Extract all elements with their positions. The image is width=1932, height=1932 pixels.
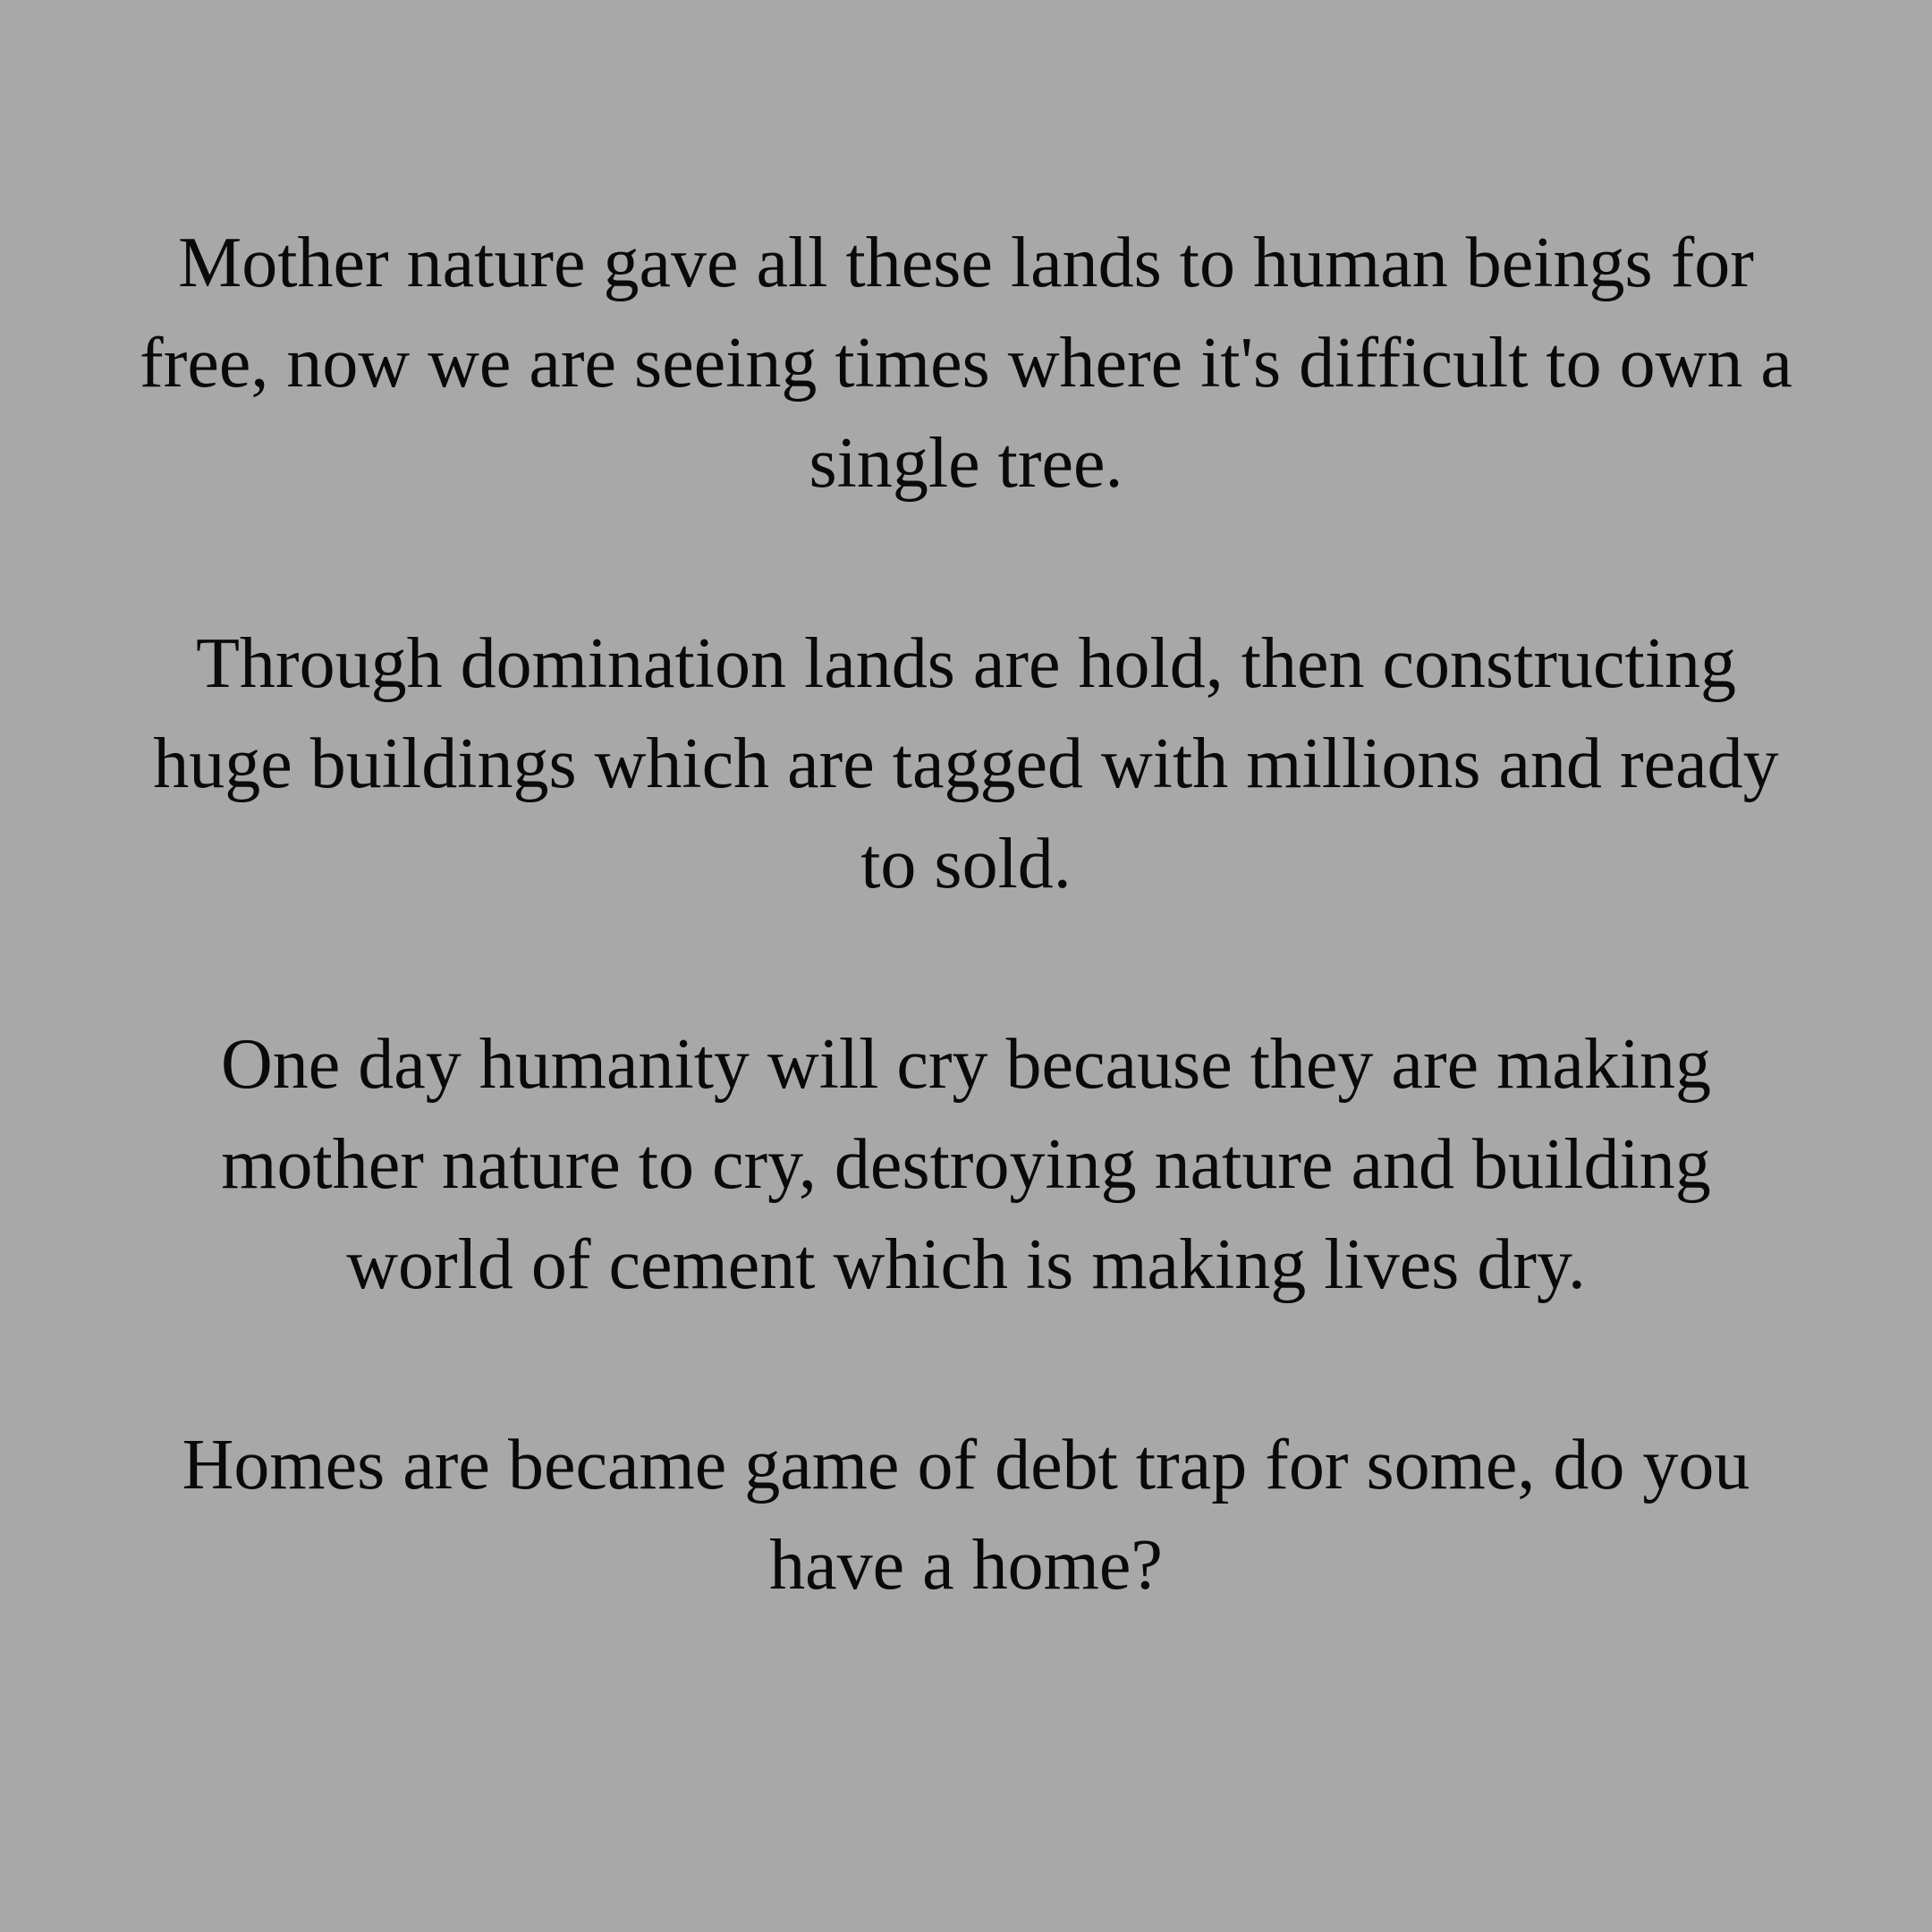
stanza-4 [125,1415,1807,1615]
stanza-line: huge buildings which are tagged with millions and ready [153,724,1779,803]
stanza-line: have a home? [769,1526,1163,1605]
stanza-line: Homes are became game of debt trap for some, do you [182,1426,1750,1504]
stanza-line: Mother nature gave all these lands to human beings for [178,224,1754,302]
stanza-line: single tree. [809,424,1123,503]
stanza-line: Through domination lands are hold, then constructing [196,624,1736,703]
stanza-3 [125,1014,1807,1315]
stanza-line: to sold. [860,825,1072,903]
stanza-line: One day humanity will cry because they are making [220,1025,1712,1104]
stanza-1 [125,213,1807,513]
poem-text [125,213,1807,1615]
stanza-line: world of cement which is making lives dry. [346,1225,1586,1304]
stanza-line: free, now we are seeing times where it's difficult to own a [140,324,1792,402]
stanza-2 [125,614,1807,914]
stanza-line: mother nature to cry, destroying nature and building [221,1125,1711,1204]
